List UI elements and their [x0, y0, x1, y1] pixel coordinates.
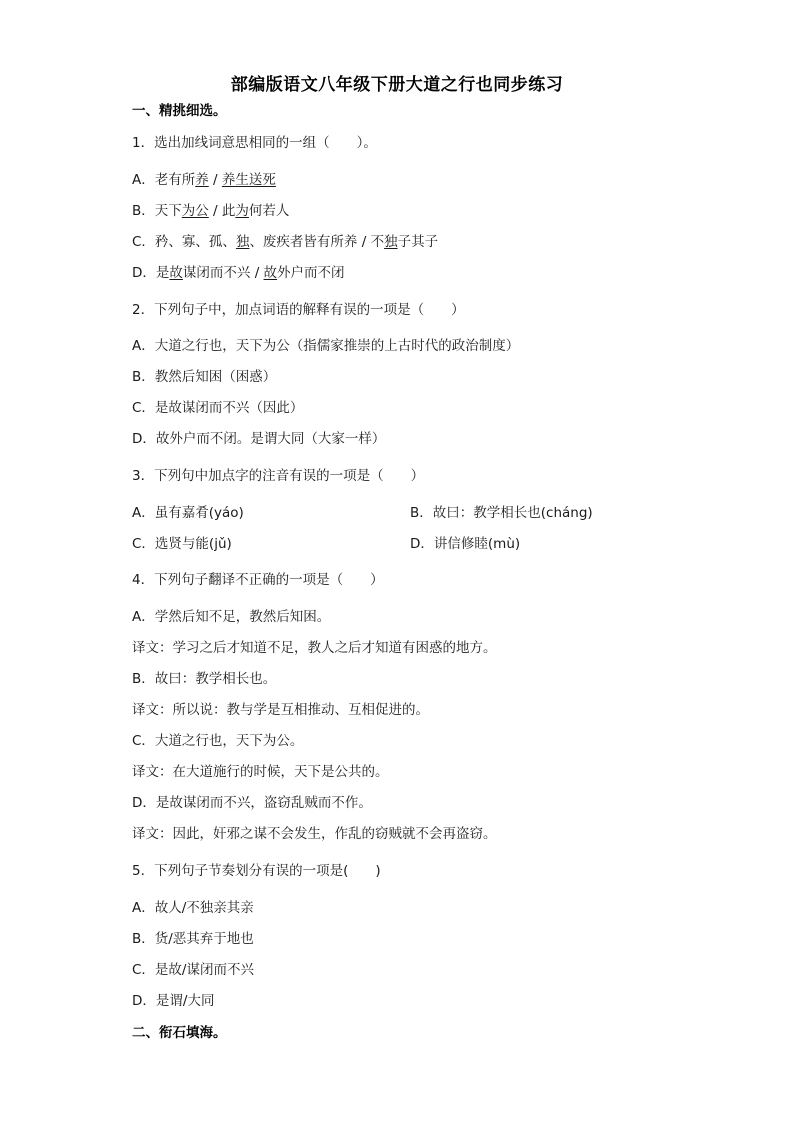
- option-text: 何若人: [248, 203, 290, 219]
- option-text: 外户而不闭: [277, 265, 345, 281]
- section-heading-2: 二、衔石填海。: [132, 1025, 227, 1041]
- question-3-option-a: A．虽有嘉肴(yáo): [132, 505, 244, 521]
- question-4-option-d: D．是故谋闭而不兴，盗窃乱贼而不作。: [132, 795, 372, 811]
- question-3-option-c: C．选贤与能(jǔ): [132, 536, 232, 552]
- underlined-word: 独: [235, 234, 250, 250]
- option-text: B．天下: [132, 203, 182, 219]
- question-4-option-b-translation: 译文：所以说：教与学是互相推动、互相促进的。: [132, 702, 429, 718]
- question-2-option-c: C．是故谋闭而不兴（因此）: [132, 400, 304, 416]
- question-5-option-c: C．是故/谋闭而不兴: [132, 962, 254, 978]
- question-2-option-b: B．教然后知困（困惑）: [132, 369, 277, 385]
- underlined-word: 生送死: [235, 172, 276, 188]
- underlined-word: 养: [195, 172, 209, 188]
- question-1-stem: 1．选出加线词意思相同的一组（ ）。: [132, 135, 377, 151]
- question-4-option-a-translation: 译文：学习之后才知道不足，教人之后才知道有困惑的地方。: [132, 640, 497, 656]
- option-text: D．是: [132, 265, 170, 281]
- question-4-stem: 4．下列句子翻译不正确的一项是（ ）: [132, 572, 384, 588]
- option-text: 、废疾者皆有所养 / 不: [249, 234, 385, 250]
- question-1-option-a: [132, 170, 276, 190]
- option-text: A．老有所: [132, 172, 196, 188]
- question-5-option-d: D．是谓/大同: [132, 993, 215, 1009]
- underlined-word: 为: [235, 203, 249, 219]
- option-text: / 此: [208, 203, 236, 219]
- question-1-option-c: [132, 232, 438, 252]
- question-1-option-d: [132, 263, 345, 283]
- underlined-word: 独: [384, 234, 398, 250]
- document-title: 部编版语文八年级下册大道之行也同步练习: [230, 75, 564, 95]
- underlined-word: 为公: [181, 203, 209, 219]
- question-5-stem: 5．下列句子节奏划分有误的一项是( ): [132, 863, 381, 879]
- question-4-option-b: B．故曰：教学相长也。: [132, 671, 277, 687]
- question-4-option-c: C．大道之行也，天下为公。: [132, 733, 304, 749]
- question-2-stem: 2．下列句子中，加点词语的解释有误的一项是（ ）: [132, 302, 465, 318]
- option-text: /: [208, 172, 222, 188]
- question-4-option-c-translation: 译文：在大道施行的时候，天下是公共的。: [132, 764, 389, 780]
- question-5-option-b: B．货/恶其弃于地也: [132, 931, 254, 947]
- option-text: C．矜、寡、孤、: [132, 234, 236, 250]
- question-3-option-d: D．讲信修睦(mù): [410, 536, 521, 552]
- question-3-stem: 3．下列句中加点字的注音有误的一项是（ ）: [132, 468, 425, 484]
- question-4-option-d-translation: 译文：因此，奸邪之谋不会发生，作乱的窃贼就不会再盗窃。: [132, 826, 497, 842]
- question-5-option-a: A．故人/不独亲其亲: [132, 900, 254, 916]
- option-text: 谋闭而不兴 /: [182, 265, 264, 281]
- question-3-option-b: B．故曰：教学相长也(cháng): [410, 505, 593, 521]
- option-text: 子其子: [397, 234, 439, 250]
- underlined-word: 故: [169, 265, 183, 281]
- underlined-word: 养: [221, 172, 236, 188]
- question-4-option-a: A．学然后知不足，教然后知困。: [132, 609, 331, 625]
- question-2-option-a: A．大道之行也，天下为公（指儒家推崇的上古时代的政治制度）: [132, 338, 520, 354]
- section-heading-1: 一、精挑细选。: [132, 103, 227, 119]
- question-2-option-d: D．故外户而不闭。是谓大同（大家一样）: [132, 431, 386, 447]
- underlined-word: 故: [263, 265, 278, 281]
- question-1-option-b: [132, 201, 289, 221]
